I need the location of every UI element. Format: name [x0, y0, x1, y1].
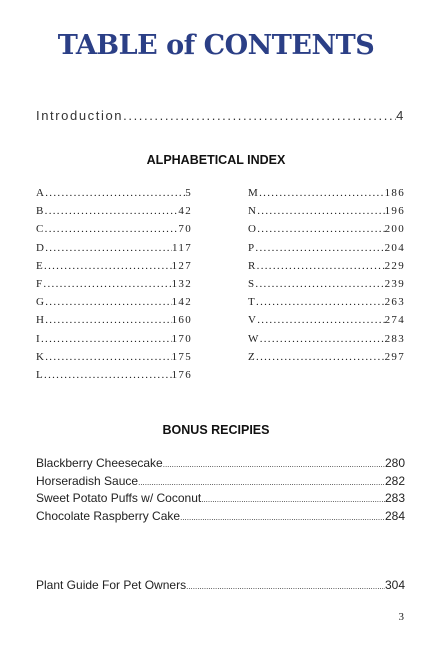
recipe-label: Horseradish Sauce	[36, 473, 139, 488]
index-letter: H	[36, 314, 46, 327]
index-page: 200	[384, 223, 405, 236]
index-entry[interactable]	[248, 187, 405, 205]
dot-leader	[45, 314, 171, 326]
index-page: 263	[384, 296, 405, 309]
index-page: 283	[384, 332, 405, 345]
index-entry[interactable]	[248, 242, 405, 260]
index-entry[interactable]	[248, 205, 405, 223]
alphabetical-index-left-column	[36, 187, 192, 387]
index-entry[interactable]	[36, 205, 192, 223]
index-entry[interactable]	[36, 314, 192, 332]
index-page: 176	[171, 368, 192, 381]
index-entry[interactable]	[36, 260, 192, 278]
toc-entry-page: 304	[384, 578, 405, 592]
index-page: 196	[384, 205, 405, 218]
index-entry[interactable]	[248, 333, 405, 351]
index-page: 204	[384, 241, 405, 254]
dot-leader	[259, 187, 385, 199]
dot-leader	[201, 495, 385, 504]
index-letter: O	[248, 223, 258, 236]
index-letter: V	[248, 314, 258, 327]
index-page: 186	[384, 187, 405, 199]
dot-leader	[257, 314, 384, 326]
toc-entry-introduction[interactable]	[36, 108, 405, 123]
index-letter: C	[36, 223, 45, 236]
bonus-recipe-entry[interactable]	[36, 456, 405, 474]
toc-entry-label: Introduction	[36, 108, 124, 123]
alphabetical-index-right-column	[248, 187, 405, 369]
dot-leader	[45, 242, 172, 254]
dot-leader	[257, 205, 384, 217]
dot-leader	[163, 460, 385, 469]
dot-leader	[45, 296, 171, 308]
dot-leader	[45, 187, 185, 199]
dot-leader	[45, 351, 171, 363]
index-letter: S	[248, 277, 256, 290]
index-entry[interactable]	[36, 187, 192, 205]
index-letter: D	[36, 241, 46, 254]
dot-leader	[256, 296, 385, 308]
index-letter: F	[36, 277, 44, 290]
index-letter: R	[248, 259, 257, 272]
bonus-recipe-entry[interactable]	[36, 474, 405, 492]
dot-leader	[256, 351, 385, 363]
index-letter: L	[36, 368, 45, 381]
index-page: 175	[171, 350, 192, 363]
index-entry[interactable]	[36, 369, 192, 387]
index-letter: Z	[248, 350, 257, 363]
recipe-label: Blackberry Cheesecake	[36, 456, 163, 470]
dot-leader	[255, 278, 384, 290]
index-page: 297	[384, 350, 405, 363]
index-letter: B	[36, 205, 45, 218]
index-entry[interactable]	[36, 333, 192, 351]
index-page: 274	[384, 314, 405, 327]
index-page: 5	[185, 187, 192, 199]
dot-leader	[257, 260, 385, 272]
index-letter: G	[36, 296, 46, 309]
index-letter: M	[248, 187, 260, 199]
index-letter: K	[36, 350, 46, 363]
index-page: 239	[384, 277, 405, 290]
index-page: 70	[178, 223, 192, 236]
recipe-page: 284	[384, 508, 405, 523]
index-page: 42	[178, 205, 192, 218]
index-entry[interactable]	[248, 351, 405, 369]
toc-entry-plant-guide[interactable]	[36, 578, 405, 592]
recipe-label: Sweet Potato Puffs w/ Coconut	[36, 491, 202, 505]
bonus-recipes-heading: BONUS RECIPIES	[162, 423, 270, 437]
page-number: 3	[398, 611, 404, 623]
dot-leader	[186, 582, 385, 591]
index-entry[interactable]	[248, 223, 405, 241]
toc-entry-label: Plant Guide For Pet Owners	[36, 578, 187, 592]
recipe-page: 283	[384, 491, 405, 505]
page-title: TABLE of CONTENTS	[57, 30, 375, 61]
index-letter: N	[248, 205, 258, 218]
index-letter: W	[248, 332, 260, 345]
index-letter: A	[36, 187, 46, 199]
index-page: 117	[172, 241, 192, 254]
dot-leader	[44, 369, 172, 381]
dot-leader	[41, 333, 172, 345]
index-page: 127	[171, 259, 192, 272]
bonus-recipe-entry[interactable]	[36, 491, 405, 509]
dot-leader	[257, 223, 384, 235]
dot-leader	[123, 108, 396, 123]
index-entry[interactable]	[248, 278, 405, 296]
index-page: 160	[171, 314, 192, 327]
index-page: 142	[171, 296, 192, 309]
index-entry[interactable]	[36, 296, 192, 314]
index-page: 229	[384, 259, 405, 272]
index-entry[interactable]	[36, 278, 192, 296]
dot-leader	[255, 242, 384, 254]
index-letter: T	[248, 296, 257, 309]
index-entry[interactable]	[36, 223, 192, 241]
alphabetical-index-heading: ALPHABETICAL INDEX	[146, 153, 286, 167]
index-entry[interactable]	[248, 314, 405, 332]
dot-leader	[45, 223, 179, 235]
index-entry[interactable]	[36, 351, 192, 369]
index-letter: E	[36, 259, 45, 272]
recipe-page: 282	[384, 473, 405, 488]
index-letter: P	[248, 241, 256, 254]
toc-entry-page: 4	[396, 108, 405, 123]
recipe-page: 280	[384, 456, 405, 470]
index-entry[interactable]	[248, 260, 405, 278]
index-entry[interactable]	[248, 296, 405, 314]
bonus-recipe-entry[interactable]	[36, 509, 405, 527]
dot-leader	[44, 260, 172, 272]
dot-leader	[45, 205, 179, 217]
recipe-label: Chocolate Raspberry Cake	[36, 508, 181, 523]
dot-leader	[43, 278, 171, 290]
dot-leader	[180, 513, 385, 522]
dot-leader	[138, 478, 385, 487]
index-letter: I	[36, 332, 41, 345]
dot-leader	[260, 333, 385, 345]
bonus-recipes-list	[36, 456, 405, 526]
index-page: 170	[171, 332, 192, 345]
index-entry[interactable]	[36, 242, 192, 260]
index-page: 132	[171, 277, 192, 290]
